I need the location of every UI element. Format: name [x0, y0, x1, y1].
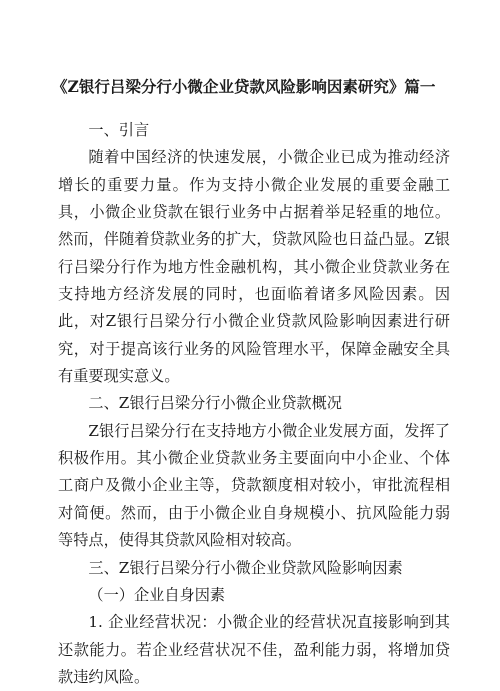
document-body: [58, 117, 450, 691]
section-heading-risk-factors: 三、Z银行吕梁分行小微企业贷款风险影响因素: [88, 558, 403, 577]
paragraph-business-condition: 1. 企业经营状况：小微企业的经营状况直接影响到其还款能力。若企业经营状况不佳，盈利能力弱，将增加贷款违约风险。: [58, 613, 450, 686]
section-heading-overview: 二、Z银行吕梁分行小微企业贷款概况: [88, 394, 342, 413]
paragraph-introduction: 随着中国经济的快速发展，小微企业已成为推动经济增长的重要力量。作为支持小微企业发展的重要金融工具，小微企业贷款在银行业务中占据着举足轻重的地位。然而，伴随着贷款业务的扩大，贷款风险也日益凸显。Z银行吕梁分行作为地方性金融机构，其小微企业贷款业务在支持地方经济发展的同时，也面临着诸多风险因素。因此，对Z银行吕梁分行小微企业贷款风险影响因素进行研究，对于提高该行业务的风险管理水平，保障金融安全具有重要现实意义。: [58, 148, 450, 386]
paragraph-overview: Z银行吕梁分行在支持地方小微企业发展方面，发挥了积极作用。其小微企业贷款业务主要面向中小企业、个体工商户及微小企业主等，贷款额度相对较小，审批流程相对简便。然而，由于小微企业自身规模小、抗风险能力弱等特点，使得其贷款风险相对较高。: [58, 421, 450, 550]
section-heading-introduction: 一、引言: [88, 121, 150, 139]
document-title: 《Z银行吕梁分行小微企业贷款风险影响因素研究》篇一: [52, 77, 436, 96]
subsection-heading-enterprise-factors: （一）企业自身因素: [88, 585, 226, 604]
